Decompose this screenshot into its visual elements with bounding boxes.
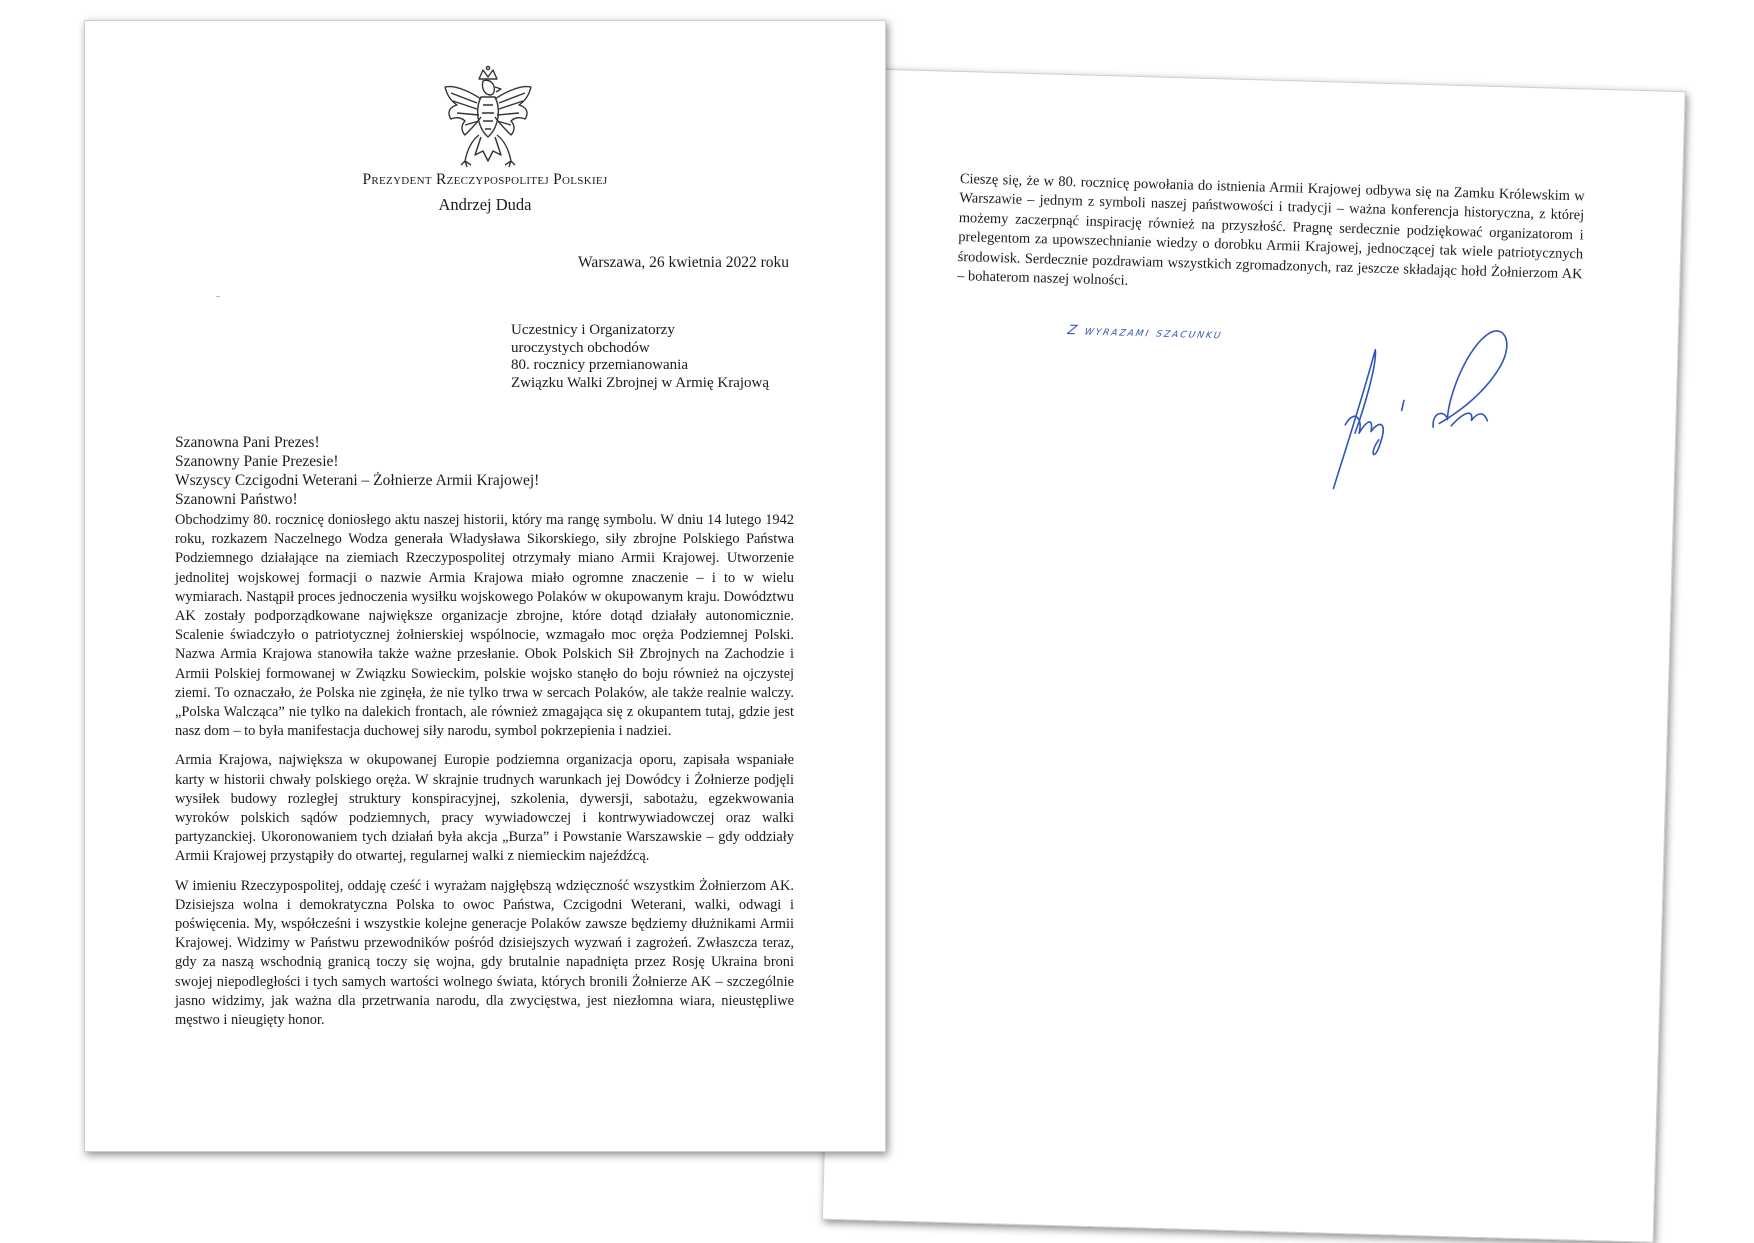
signature-image xyxy=(1313,312,1518,508)
office-heading: Prezydent Rzeczypospolitej Polskiej xyxy=(362,171,608,188)
salutation-block xyxy=(175,433,539,509)
polish-eagle-emblem-icon xyxy=(439,65,537,177)
sender-name: Andrzej Duda xyxy=(438,195,532,214)
paragraph: Cieszę się, że w 80. rocznicę powołania do istnienia Armii Krajowej odbywa się na Zamku Królewskim w Warszawie – jednym z symboli naszej państwowości i tradycji – ważna konferencja historyczna, z której możemy zaczerpnąć inspirację również na przyszłość. Pragnę serdecznie podziękować organizatorom i prelegentom za upowszechnianie wiedzy o dorobku Armii Krajowej, jednoczącej tak wiele patriotycznych środowisk. Serdecznie pozdrawiam wszystkich zgromadzonych, raz jeszcze składając hołd Żołnierzom AK – bohaterom naszej wolności. xyxy=(957,171,1585,289)
handwritten-closing: Z wyrazami szacunku xyxy=(1066,323,1224,343)
scan-speck xyxy=(216,296,220,297)
recipient-line: 80. rocznicy przemianowania xyxy=(511,357,689,373)
paragraph: Armia Krajowa, największa w okupowanej Europie podziemna organizacja oporu, zapisała wspaniałe karty w historii chwały polskiego oręża. W skrajnie trudnych warunkach jej Dowódcy i Żołnierze podjęli wysiłek budowy rozległej struktury konspiracyjnej, szkolenia, dywersji, sabotażu, egzekwowania wyroków polskich sądów podziemnych, pracy wywiadowczej i kontrwywiadowczej oraz walki partyzanckiej. Ukoronowaniem tych działań była akcja „Burza” i Powstanie Warszawskie – gdy oddziały Armii Krajowej przystąpiły do otwartej, regularnej walki z niemieckim najeźdźcą. xyxy=(175,752,794,865)
letter-body-page-2 xyxy=(957,170,1585,304)
letter-page-2 xyxy=(822,68,1686,1243)
paragraph: W imieniu Rzeczypospolitej, oddaję cześć i wyrażam najgłębszą wdzięczność wszystkim Żołnierzom AK. Dzisiejsza wolna i demokratyczna Polska to owoc Państwa, Czcigodni Weterani, walki, odwagi i poświęcenia. My, współcześni i wszystkie kolejne generacje Polaków zawsze będziemy dłużnikami Armii Krajowej. Widzimy w Państwu przewodników pośród dzisiejszych wyzwań i zagrożeń. Zwłaszcza teraz, gdy za naszą wschodnią granicą toczy się wojna, gdy brutalnie napadnięta przez Rosję Ukraina broni swojej niepodległości i tych samych wartości wolnego świata, których bronili Żołnierze AK – szczególnie jasno widzimy, jak ważna dla przetrwania narodu, dla zwycięstwa, jest niezłomna wiara, nieustępliwe męstwo i nieugięty honor. xyxy=(175,877,794,1029)
letter-body-page-1 xyxy=(175,511,794,1040)
salutation-line: Szanowny Panie Prezesie! xyxy=(175,453,339,470)
recipient-block xyxy=(511,322,769,392)
paragraph: Obchodzimy 80. rocznicę doniosłego aktu naszej historii, który ma rangę symbolu. W dniu 14 lutego 1942 roku, rozkazem Naczelnego Wodza generała Władysława Sikorskiego, siły zbrojne Polskiego Państwa Podziemnego działające na ziemiach Rzeczypospolitej otrzymały miano Armii Krajowej. Utworzenie jednolitej wojskowej formacji o nazwie Armia Krajowa miało ogromne znaczenie – i to w wielu wymiarach. Nastąpił proces jednoczenia wysiłku wojskowego Polaków w okupowanym kraju. Dowództwu AK zostały podporządkowane największe organizacje zbrojne, które dotąd działały autonomicznie. Scalenie świadczyło o patriotycznej żołnierskiej wspólnocie, wzmagało moc oręża Podziemnej Polski. Nazwa Armia Krajowa stanowiła także ważne przesłanie. Obok Polskich Sił Zbrojnych na Zachodzie i Armii Polskiej formowanej w Związku Sowieckim, polskie wojsko stanęło do boju również na ojczystej ziemi. To oznaczało, że Polska nie zginęła, że nie tylko trwa w sercach Polaków, ale także realnie walczy. „Polska Walcząca” nie tylko na dalekich frontach, ale również zmagająca się z okupantem tutaj, gdzie jest nasz dom – to była manifestacja duchowej siły narodu, symbol pokrzepienia i nadziei. xyxy=(175,512,794,740)
place-and-date: Warszawa, 26 kwietnia 2022 roku xyxy=(578,254,789,271)
letter-page-1 xyxy=(84,20,886,1152)
salutation-line: Wszyscy Czcigodni Weterani – Żołnierze Armii Krajowej! xyxy=(175,472,540,489)
recipient-line: Uczestnicy i Organizatorzy xyxy=(511,322,675,338)
recipient-line: uroczystych obchodów xyxy=(511,339,650,356)
salutation-line: Szanowna Pani Prezes! xyxy=(175,434,320,451)
recipient-line: Związku Walki Zbrojnej w Armię Krajową xyxy=(511,374,770,391)
salutation-line: Szanowni Państwo! xyxy=(175,491,298,508)
